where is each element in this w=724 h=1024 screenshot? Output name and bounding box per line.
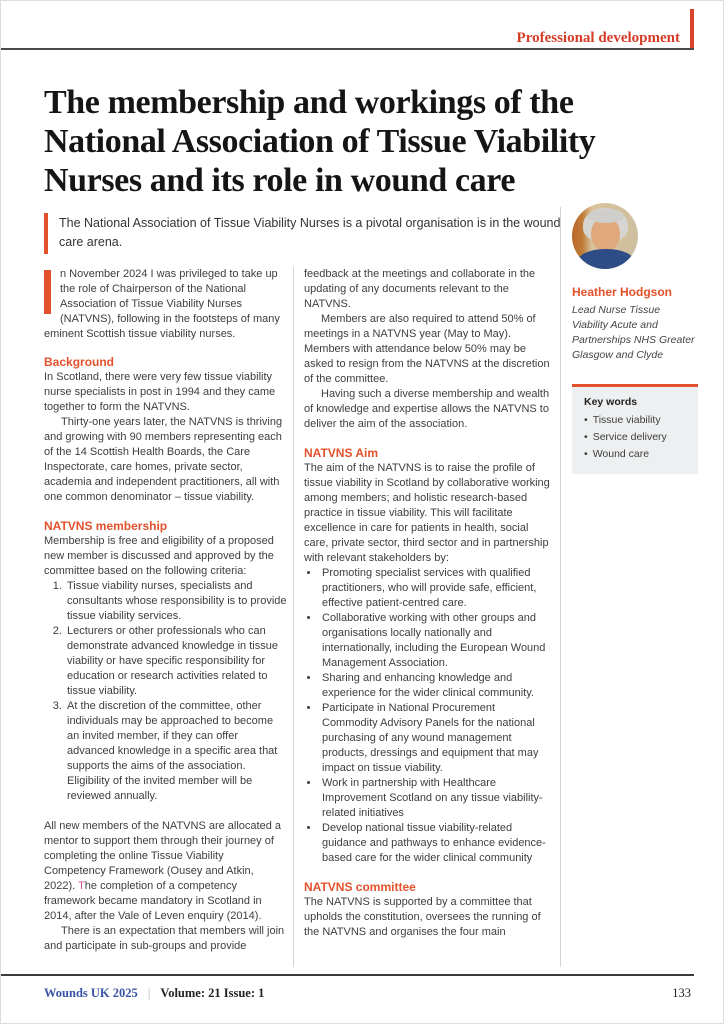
column-middle	[304, 267, 551, 940]
title-line-1: The membership and workings of the	[44, 84, 574, 121]
footer-separator: |	[147, 986, 151, 1000]
criteria-item-2: 2. Lecturers or other professionals who can demonstrate advanced knowledge in tissue viability or have specific responsibility for education or research activities related to tissue viability.	[65, 624, 287, 699]
keyword-item	[584, 429, 688, 446]
title-line-3: Nurses and its role in wound care	[44, 162, 516, 199]
keyword-item	[584, 446, 688, 463]
bullet-glyph: •	[584, 448, 588, 460]
footer-rule	[1, 974, 694, 976]
column-divider-right	[560, 207, 561, 967]
aim-bullet-1: • Promoting specialist services with qualified practitioners, who will provide safe, efficient, effective patient-centred care.	[320, 566, 551, 611]
paragraph: Having such a diverse membership and wealth of knowledge and expertise allows the NATVNS to deliver the aim of the association.	[304, 388, 550, 430]
keyword-text: Service delivery	[592, 431, 667, 443]
author-affiliation: Lead Nurse Tissue Viability Acute and Partnerships NHS Greater Glasgow and Clyde	[572, 304, 695, 361]
author-photo	[572, 203, 638, 269]
criteria-item-1: 1. Tissue viability nurses, specialists and consultants whose responsibility is to provide tissue viability services.	[65, 579, 287, 624]
keyword-text: Tissue viability	[592, 414, 661, 426]
paragraph: The NATVNS is supported by a committee that upholds the constitution, oversees the running of the NATVNS and organises the four main	[304, 896, 541, 938]
bullet-glyph: •	[584, 414, 588, 426]
aim-bullet-4: • Participate in National Procurement Commodity Advisory Panels for the national purchasing of any wound management products, dressings and equipment that may impact on tissue viability.	[320, 701, 551, 776]
keywords-title: Key words	[584, 396, 638, 408]
paragraph: There is an expectation that members will join and participate in sub-groups and provide	[44, 925, 285, 952]
keyword-item	[584, 412, 688, 429]
avatar-shoulders-shape	[577, 249, 635, 269]
paragraph: feedback at the meetings and collaborate in the updating of any documents relevant to the NATVNS.	[304, 268, 536, 310]
keyword-text: Wound care	[592, 448, 650, 460]
intro-paragraph	[44, 267, 287, 342]
heading-background: Background	[44, 355, 115, 369]
column-left	[44, 267, 287, 954]
keywords-box	[572, 384, 698, 474]
article-title	[44, 83, 684, 200]
avatar-fringe-shape	[588, 209, 624, 223]
aims-bullet-list	[304, 566, 551, 866]
intro-text: n November 2024 I was privileged to take up the role of Chairperson of the National Association of Tissue Viability Nurses (NATVNS), following in the footsteps of many eminent Scottish tissue viability nurses.	[44, 268, 280, 340]
standfirst	[44, 213, 564, 254]
footer-volume-issue: Volume: 21 Issue: 1	[160, 986, 265, 1000]
aim-bullet-6: • Develop national tissue viability-related guidance and pathways to enhance evidence-based care for the wider clinical community	[320, 821, 551, 866]
aim-bullet-2: • Collaborative working with other groups and organisations locally nationally and internationally, including the European Wound Management Association.	[320, 611, 551, 671]
criteria-list	[44, 579, 287, 804]
bullet-glyph: •	[584, 431, 588, 443]
paragraph: Membership is free and eligibility of a proposed new member is discussed and approved by the committee based on the following criteria:	[44, 535, 274, 577]
standfirst-text: The National Association of Tissue Viability Nurses is a pivotal organisation is in the wound care arena.	[59, 216, 561, 249]
heading-membership: NATVNS membership	[44, 519, 168, 533]
aim-bullet-5: • Work in partnership with Healthcare Improvement Scotland on any tissue viability-related initiatives	[320, 776, 551, 821]
author-sidebar	[572, 203, 698, 474]
paragraph: The aim of the NATVNS is to raise the profile of tissue viability in Scotland by collaborative working among members; and holistic research-based practice in tissue viability. This will facilitate excellence in care for patients in health, social care, private sector, third sector and in partnership with relevant stakeholders by:	[304, 462, 550, 564]
paragraph: Thirty-one years later, the NATVNS is thriving and growing with 90 members representing each of the 14 Scottish Health Boards, the Care Inspectorate, care homes, private sector, academia and independent practitioners, all with one common denominator – tissue viability.	[44, 416, 283, 503]
paragraph: Members are also required to attend 50% of meetings in a NATVNS year (May to May). Members with attendance below 50% may be asked to resign from the NATVNS at the discretion of the committee.	[304, 313, 550, 385]
author-name: Heather Hodgson	[572, 285, 673, 299]
aim-bullet-3: • Sharing and enhancing knowledge and experience for the wider clinical community.	[320, 671, 551, 701]
paragraph	[44, 819, 287, 924]
section-label: Professional development	[516, 30, 680, 46]
title-line-2: National Association of Tissue Viability	[44, 123, 596, 160]
header-rule	[1, 48, 694, 50]
column-divider-left	[293, 267, 294, 967]
dropcap-bar	[44, 270, 51, 314]
footer-left	[44, 986, 264, 1001]
highlighted-letter: T	[78, 880, 85, 892]
paragraph-text: he completion of a competency framework became mandatory in Scotland in 2014, after the Vale of Leven enquiry (2014).	[44, 880, 262, 922]
criteria-item-3: 3. At the discretion of the committee, other individuals may be approached to become an invited member, if they can offer advanced knowledge in a specific area that supports the aims of the association. Eligibility of the invited member will be reviewed annually.	[65, 699, 287, 804]
footer-journal-link[interactable]: Wounds UK 2025	[44, 986, 138, 1000]
footer-page-number: 133	[672, 986, 691, 1000]
heading-aim: NATVNS Aim	[304, 446, 379, 460]
header-accent-bar	[690, 9, 694, 49]
paragraph-text: All new members of the NATVNS are allocated a mentor to support them through their journey of completing the online Tissue Viability Competency Framework (Ousey and Atkin, 2022).	[44, 820, 282, 892]
heading-committee: NATVNS committee	[304, 880, 416, 894]
paragraph: In Scotland, there were very few tissue viability nurse specialists in post in 1994 and they came together to form the NATVNS.	[44, 371, 276, 413]
